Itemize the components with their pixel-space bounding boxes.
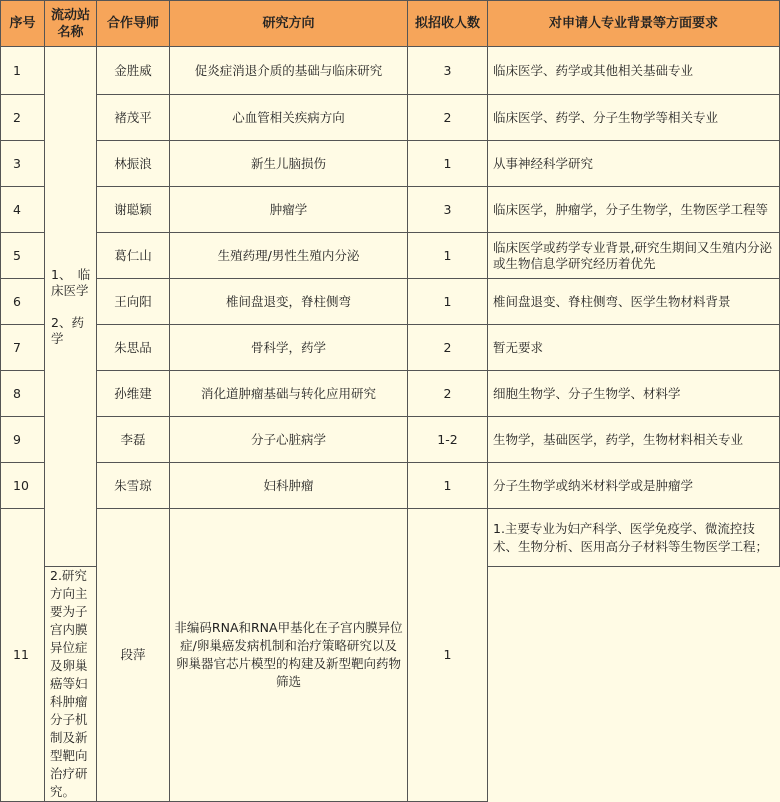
header-mentor: 合作导师 <box>97 1 170 47</box>
table-row <box>1 95 780 141</box>
row-number: 4 <box>1 187 45 233</box>
row-number: 5 <box>1 233 45 279</box>
applicant-requirement-part-1: 1.主要专业为妇产科学、医学免疫学、微流控技术、生物分析、医用高分子材料等生物医学工程； <box>488 509 780 567</box>
table-row <box>1 417 780 463</box>
research-direction: 消化道肿瘤基础与转化应用研究 <box>170 371 408 417</box>
mentor-name: 褚茂平 <box>97 95 170 141</box>
research-direction: 生殖药理/男性生殖内分泌 <box>170 233 408 279</box>
applicant-requirement: 椎间盘退变、脊柱侧弯、医学生物材料背景 <box>488 279 780 325</box>
table-row <box>1 509 780 567</box>
mentor-name: 朱雪琼 <box>97 463 170 509</box>
research-direction: 新生儿脑损伤 <box>170 141 408 187</box>
applicant-requirement: 临床医学、药学、分子生物学等相关专业 <box>488 95 780 141</box>
research-direction: 分子心脏病学 <box>170 417 408 463</box>
row-number: 3 <box>1 141 45 187</box>
applicant-requirement: 临床医学、药学或其他相关基础专业 <box>488 47 780 95</box>
header-direction: 研究方向 <box>170 1 408 47</box>
row-number: 7 <box>1 325 45 371</box>
enrollment-count: 1 <box>408 233 488 279</box>
station-name: 1、 临 床医学 2、药学 <box>45 47 97 567</box>
row-number: 6 <box>1 279 45 325</box>
research-direction: 妇科肿瘤 <box>170 463 408 509</box>
mentor-name: 王向阳 <box>97 279 170 325</box>
enrollment-count: 2 <box>408 95 488 141</box>
row-number: 10 <box>1 463 45 509</box>
table-row <box>1 141 780 187</box>
header-seq: 序号 <box>1 1 45 47</box>
enrollment-count: 3 <box>408 47 488 95</box>
mentor-name: 葛仁山 <box>97 233 170 279</box>
applicant-requirement: 生物学，基础医学，药学，生物材料相关专业 <box>488 417 780 463</box>
table-row <box>1 187 780 233</box>
mentor-name: 朱思品 <box>97 325 170 371</box>
table-header-row <box>1 1 780 47</box>
header-requirement: 对申请人专业背景等方面要求 <box>488 1 780 47</box>
mentor-name: 段萍 <box>97 509 170 802</box>
research-direction: 肿瘤学 <box>170 187 408 233</box>
row-number: 11 <box>1 509 45 802</box>
mentor-name: 孙维建 <box>97 371 170 417</box>
table-row <box>1 233 780 279</box>
table-row <box>1 279 780 325</box>
table-row <box>1 463 780 509</box>
applicant-requirement: 暂无要求 <box>488 325 780 371</box>
header-count: 拟招收人数 <box>408 1 488 47</box>
mentor-name: 谢聪颖 <box>97 187 170 233</box>
research-direction: 心血管相关疾病方向 <box>170 95 408 141</box>
enrollment-count: 1-2 <box>408 417 488 463</box>
row-number: 9 <box>1 417 45 463</box>
applicant-requirement: 细胞生物学、分子生物学、材料学 <box>488 371 780 417</box>
table-row <box>1 325 780 371</box>
enrollment-count: 1 <box>408 279 488 325</box>
research-direction: 非编码RNA和RNA甲基化在子宫内膜异位症/卵巢癌发病机制和治疗策略研究以及卵巢器官芯片模型的构建及新型靶向药物筛选 <box>170 509 408 802</box>
table-row <box>1 371 780 417</box>
applicant-requirement: 临床医学，肿瘤学，分子生物学，生物医学工程等 <box>488 187 780 233</box>
enrollment-count: 3 <box>408 187 488 233</box>
research-direction: 骨科学，药学 <box>170 325 408 371</box>
enrollment-count: 1 <box>408 141 488 187</box>
mentor-name: 金胜威 <box>97 47 170 95</box>
mentor-name: 李磊 <box>97 417 170 463</box>
header-station: 流动站名称 <box>45 1 97 47</box>
applicant-requirement-part-2: 2.研究方向主要为子宫内膜异位症及卵巢癌等妇科肿瘤分子机制及新型靶向治疗研究。 <box>45 567 97 802</box>
enrollment-count: 2 <box>408 371 488 417</box>
mentor-name: 林振浪 <box>97 141 170 187</box>
research-direction: 促炎症消退介质的基础与临床研究 <box>170 47 408 95</box>
table-row <box>1 47 780 95</box>
applicant-requirement: 分子生物学或纳米材料学或是肿瘤学 <box>488 463 780 509</box>
enrollment-count: 1 <box>408 509 488 802</box>
row-number: 1 <box>1 47 45 95</box>
row-number: 8 <box>1 371 45 417</box>
enrollment-count: 2 <box>408 325 488 371</box>
row-number: 2 <box>1 95 45 141</box>
enrollment-count: 1 <box>408 463 488 509</box>
applicant-requirement: 从事神经科学研究 <box>488 141 780 187</box>
applicant-requirement: 临床医学或药学专业背景,研究生期间又生殖内分泌或生物信息学研究经历着优先 <box>488 233 780 279</box>
research-direction: 椎间盘退变，脊柱侧弯 <box>170 279 408 325</box>
